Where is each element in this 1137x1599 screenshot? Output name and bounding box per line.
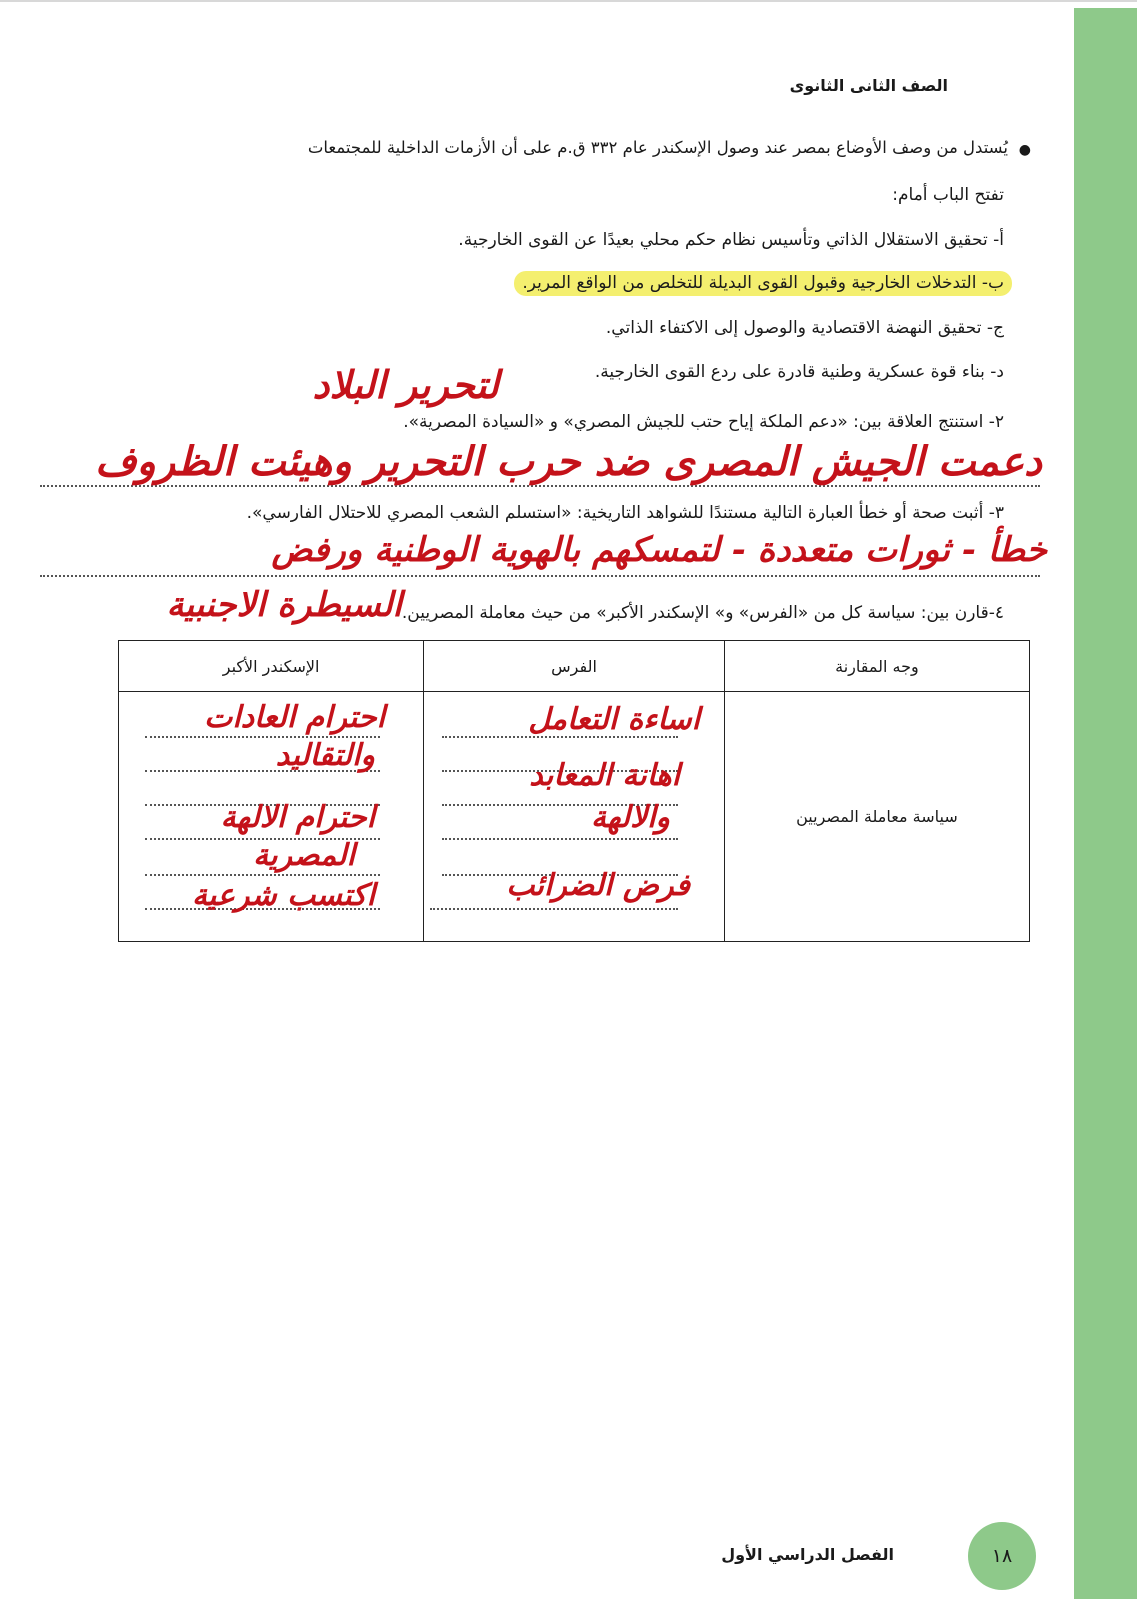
q3-prompt: ٣- أثبت صحة أو خطأ العبارة التالية مستندًا للشواهد التاريخية: «استسلم الشعب المصري للاحتلال الفارسي». <box>246 503 1004 523</box>
footer-term: الفصل الدراسي الأول <box>721 1545 894 1564</box>
q3-answer-line <box>40 575 1040 577</box>
persians-line-6 <box>430 908 678 910</box>
q1-option-d: د- بناء قوة عسكرية وطنية قادرة على ردع القوى الخارجية. <box>594 362 1004 382</box>
persians-line-4 <box>442 838 678 840</box>
alexander-line-5 <box>145 874 380 876</box>
q1-option-b-highlighted: ب- التدخلات الخارجية وقبول القوى البديلة للتخلص من الواقع المرير. <box>514 271 1012 296</box>
row-label-treatment-policy: سياسة معاملة المصريين <box>724 692 1029 942</box>
header-alexander: الإسكندر الأكبر <box>119 641 424 692</box>
alexander-answer-2: والتقاليد <box>275 738 375 773</box>
persians-answer-3: والالهة <box>591 800 670 835</box>
side-color-band <box>1074 8 1137 1599</box>
handwritten-answer-q3-line2: السيطرة الاجنبية <box>166 585 402 625</box>
header-comparison-aspect: وجه المقارنة <box>724 641 1029 692</box>
alexander-answer-4: المصرية <box>253 838 355 873</box>
persians-answer-4: فرض الضرائب <box>506 868 690 903</box>
q2-prompt: ٢- استنتج العلاقة بين: «دعم الملكة إياح حتب للجيش المصري» و «السيادة المصرية». <box>403 412 1004 432</box>
top-rule <box>0 0 1137 2</box>
bullet-icon: ● <box>1018 142 1031 158</box>
q1-stem-line2: تفتح الباب أمام: <box>892 185 1004 205</box>
q1-option-c: ج- تحقيق النهضة الاقتصادية والوصول إلى الاكتفاء الذاتي. <box>605 318 1004 338</box>
header-persians: الفرس <box>424 641 725 692</box>
q1-option-b <box>514 273 1012 293</box>
table-header-row <box>119 641 1030 692</box>
q4-prompt: ٤-قارن بين: سياسة كل من «الفرس» و» الإسكندر الأكبر» من حيث معاملة المصريين. <box>401 603 1004 623</box>
handwritten-note-liberation: لتحرير البلاد <box>312 362 499 407</box>
persians-answer-1: اساءة التعامل <box>528 702 700 737</box>
q2-answer-line <box>40 485 1040 487</box>
alexander-answer-3: احترام الالهة <box>220 800 375 835</box>
alexander-answer-5: اكتسب شرعية <box>191 878 375 913</box>
handwritten-answer-q3-line1: خطأ - ثورات متعددة - لتمسكهم بالهوية الوطنية ورفض <box>271 530 1047 570</box>
alexander-answer-1: احترام العادات <box>204 700 385 735</box>
q1-option-a: أ- تحقيق الاستقلال الذاتي وتأسيس نظام حكم محلي بعيدًا عن القوى الخارجية. <box>458 230 1004 250</box>
grade-header: الصف الثانى الثانوى <box>789 76 948 95</box>
page-number-badge: ١٨ <box>968 1522 1036 1590</box>
persians-answer-2: اهانة المعابد <box>529 758 680 793</box>
q1-stem-line1: يُستدل من وصف الأوضاع بمصر عند وصول الإسكندر عام ٣٣٢ ق.م على أن الأزمات الداخلية للمجتمعات <box>307 138 1008 157</box>
handwritten-answer-q2: دعمت الجيش المصرى ضد حرب التحرير وهيئت الظروف <box>95 438 1042 485</box>
